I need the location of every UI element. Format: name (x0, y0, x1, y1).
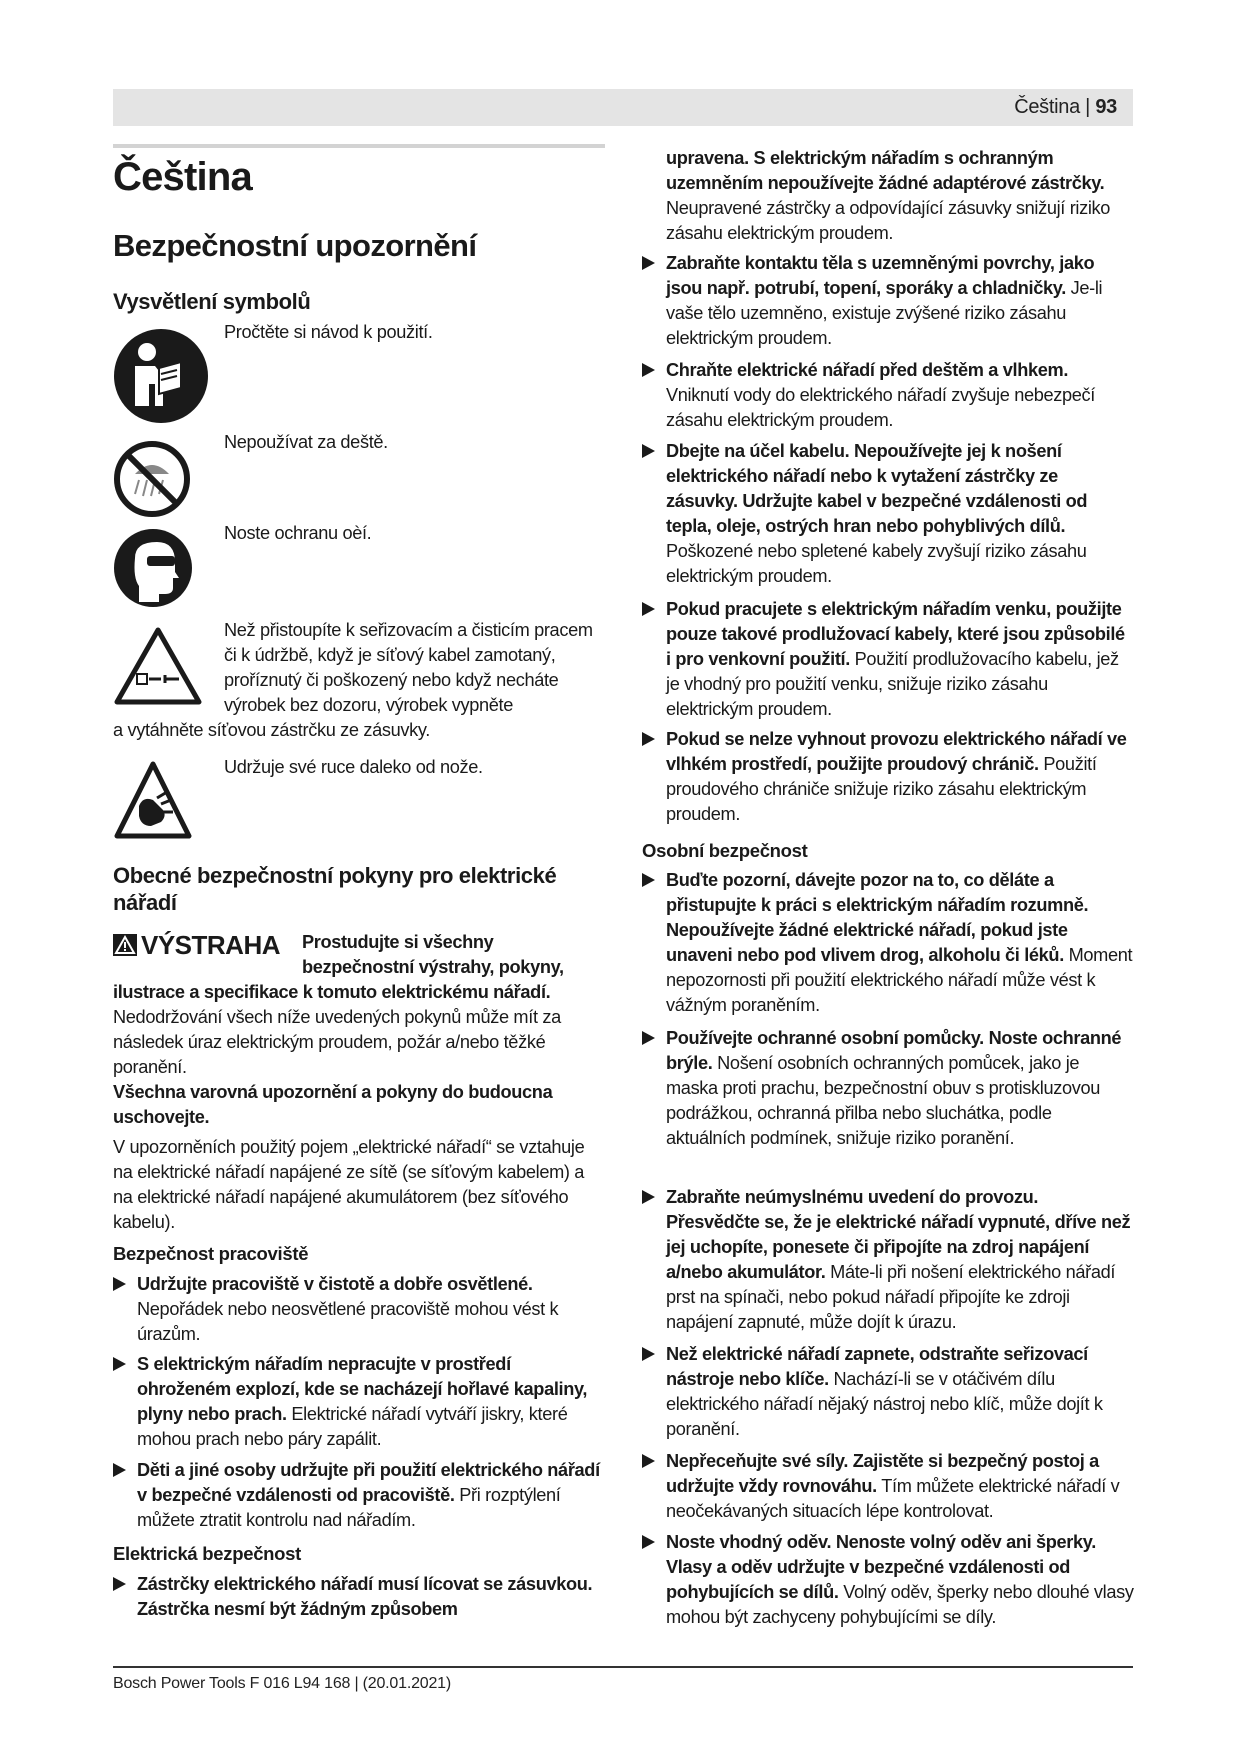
work-area-item-2: S elektrickým nářadím nepracujte v prostředí ohroženém explozí, kde se nacházejí hořlavé kapaliny, plyny nebo prach. Elektrické nářadí vytváří jiskry, které mohou prach nebo páry zapálit. (137, 1352, 605, 1452)
bullet-arrow-icon (642, 1454, 655, 1468)
no-rain-icon (113, 440, 191, 518)
bullet-arrow-icon (642, 873, 655, 887)
bullet-arrow-icon (642, 363, 655, 377)
symbol-text-unplug-cont: a vytáhněte síťovou zástrčku ze zásuvky. (113, 720, 430, 740)
page-header (113, 89, 1133, 126)
personal-item-4: Než elektrické nářadí zapnete, odstraňte seřizovací nástroje nebo klíče. Nachází-li se v otáčivém dílu elektrického nářadí nějaký nástroj nebo klíč, může dojít k poranění. (666, 1342, 1134, 1442)
electrical-item-2: Zabraňte kontaktu těla s uzemněnými povrchy, jako jsou např. potrubí, topení, sporáky a chladničky. Je-li vaše tělo uzemněno, existuje zvýšené riziko zásahu elektrickým proudem. (666, 251, 1134, 351)
electrical-heading: Elektrická bezpečnost (113, 1543, 302, 1564)
symbol-text-blade: Udržuje své ruce daleko od nože. (224, 757, 483, 777)
bullet-arrow-icon (642, 1535, 655, 1549)
warning-bold-line1: Prostudujte si všechny (302, 932, 494, 952)
page-title: Čeština (113, 155, 252, 199)
symbol-text-no-rain: Nepoužívat za deště. (224, 432, 388, 452)
warning-triangle-icon (113, 934, 137, 956)
bullet-arrow-icon (642, 444, 655, 458)
bullet-arrow-icon (113, 1577, 126, 1591)
warning-label: VÝSTRAHA (113, 930, 280, 961)
warning-bold-line2: bezpečnostní výstrahy, pokyny, (302, 957, 564, 977)
electrical-item-1-left: Zástrčky elektrického nářadí musí lícovat se zásuvkou. Zástrčka nesmí být žádným způsobem (137, 1572, 605, 1622)
bullet-arrow-icon (642, 1347, 655, 1361)
unplug-warning-icon (113, 626, 203, 706)
footer-divider (113, 1666, 1133, 1668)
bullet-arrow-icon (642, 732, 655, 746)
symbol-text-unplug: Než přistoupíte k seřizovacím a čisticím pracem či k údržbě, když je síťový kabel zamotaný, proříznutý či poškozený nebo když necháte výrobek bez dozoru, výrobek vypněte (224, 620, 593, 715)
warning-text: Nedodržování všech níže uvedených pokynů může mít za následek úraz elektrickým proudem, požár a/nebo těžké poranění. (113, 1007, 561, 1077)
bullet-arrow-icon (113, 1463, 126, 1477)
bullet-arrow-icon (642, 1031, 655, 1045)
bullet-arrow-icon (642, 1190, 655, 1204)
electrical-item-6: Pokud se nelze vyhnout provozu elektrického nářadí ve vlhkém prostředí, použijte proudový chránič. Použití proudového chrániče snižuje riziko zásahu elektrickým proudem. (666, 727, 1134, 827)
symbol-text-read-manual: Pročtěte si návod k použití. (224, 322, 433, 342)
electrical-item-4: Dbejte na účel kabelu. Nepoužívejte jej k nošení elektrického nářadí nebo k vytažení zástrčky ze zásuvky. Udržujte kabel v bezpečné vzdálenosti od tepla, oleje, ostrých hran nebo pohyblivých dílů. Poškozené nebo spletené kabely zvyšují riziko zásahu elektrickým proudem. (666, 439, 1134, 589)
personal-item-1: Buďte pozorní, dávejte pozor na to, co děláte a přistupujte k práci s elektrickým nářadím rozumně. Nepoužívejte žádné elektrické nářadí, pokud jste unaveni nebo pod vlivem drog, alkoholu či léků. Moment nepozornosti při použití elektrického nářadí může vést k vážným poraněním. (666, 868, 1134, 1018)
personal-heading: Osobní bezpečnost (642, 840, 808, 861)
footer-text: Bosch Power Tools F 016 L94 168 | (20.01.2021) (113, 1675, 451, 1692)
electrical-item-5: Pokud pracujete s elektrickým nářadím venku, použijte pouze takové prodlužovací kabely, které jsou způsobilé i pro venkovní použití. Použití prodlužovacího kabelu, jež je vhodný pro použití venku, snižuje riziko zásahu elektrickým proudem. (666, 597, 1134, 722)
eye-protection-icon (113, 528, 193, 608)
bullet-arrow-icon (642, 602, 655, 616)
header-text: Čeština | 93 (1014, 96, 1117, 118)
page-number: 93 (1095, 96, 1117, 118)
bullet-arrow-icon (113, 1277, 126, 1291)
symbol-text-eye-protection: Noste ochranu oèí. (224, 523, 372, 543)
general-heading-line2: nářadí (113, 890, 177, 915)
work-area-item-1: Udržujte pracoviště v čistotě a dobře osvětlené. Nepořádek nebo neosvětlené pracoviště mohou vést k úrazům. (137, 1272, 605, 1347)
section-title: Bezpečnostní upozornění (113, 228, 477, 263)
personal-item-5: Nepřeceňujte své síly. Zajistěte si bezpečný postoj a udržujte vždy rovnováhu. Tím můžete elektrické nářadí v neočekávaných situacích lépe kontrolovat. (666, 1449, 1134, 1524)
work-area-heading: Bezpečnost pracoviště (113, 1243, 309, 1264)
bullet-arrow-icon (642, 256, 655, 270)
read-manual-icon (113, 328, 209, 424)
section-divider (113, 144, 605, 148)
personal-item-3: Zabraňte neúmyslnému uvedení do provozu. Přesvědčte se, že je elektrické nářadí vypnuté, dříve než jej uchopíte, ponesete či připojíte na zdroj napájení a/nebo akumulátor. Máte-li při nošení elektrického nářadí prst na spínači, nebo pokud nářadí připojíte ke zdroji napájení zapnuté, může dojít k úrazu. (666, 1185, 1134, 1335)
electrical-item-1-right: upravena. S elektrickým nářadím s ochranným uzemněním nepoužívejte žádné adaptérové zástrčky. Neupravené zástrčky a odpovídající zásuvky snižují riziko zásahu elektrickým proudem. (666, 148, 1111, 243)
keep-instructions-text: Všechna varovná upozornění a pokyny do budoucna uschovejte. (113, 1082, 553, 1127)
bullet-arrow-icon (113, 1357, 126, 1371)
work-area-item-3: Děti a jiné osoby udržujte při použití elektrického nářadí v bezpečné vzdálenosti od pracoviště. Při rozptýlení můžete ztratit kontrolu nad nářadím. (137, 1458, 605, 1533)
general-heading-line1: Obecné bezpečnostní pokyny pro elektrické (113, 863, 557, 888)
term-definition-text: V upozorněních použitý pojem „elektrické nářadí“ se vztahuje na elektrické nářadí napájené ze sítě (se síťovým kabelem) a na elektrické nářadí napájené akumulátorem (bez síťového kabelu). (113, 1137, 585, 1232)
symbols-heading: Vysvětlení symbolů (113, 289, 311, 314)
personal-item-2: Používejte ochranné osobní pomůcky. Noste ochranné brýle. Nošení osobních ochranných pomůcek, jako je maska proti prachu, bezpečnostní obuv s protiskluzovou podrážkou, ochranná přilba nebo sluchátka, podle aktuálních podmínek, snižuje riziko poranění. (666, 1026, 1134, 1151)
personal-item-6: Noste vhodný oděv. Nenoste volný oděv ani šperky. Vlasy a oděv udržujte v bezpečné vzdálenosti od pohybujících se dílů. Volný oděv, šperky nebo dlouhé vlasy mohou být zachyceny pohybujícími se díly. (666, 1530, 1134, 1630)
blade-hand-warning-icon (113, 760, 193, 840)
warning-bold-line3: ilustrace a specifikace k tomuto elektrickému nářadí. (113, 982, 551, 1002)
electrical-item-3: Chraňte elektrické nářadí před deštěm a vlhkem. Vniknutí vody do elektrického nářadí zvyšuje nebezpečí zásahu elektrickým proudem. (666, 358, 1134, 433)
